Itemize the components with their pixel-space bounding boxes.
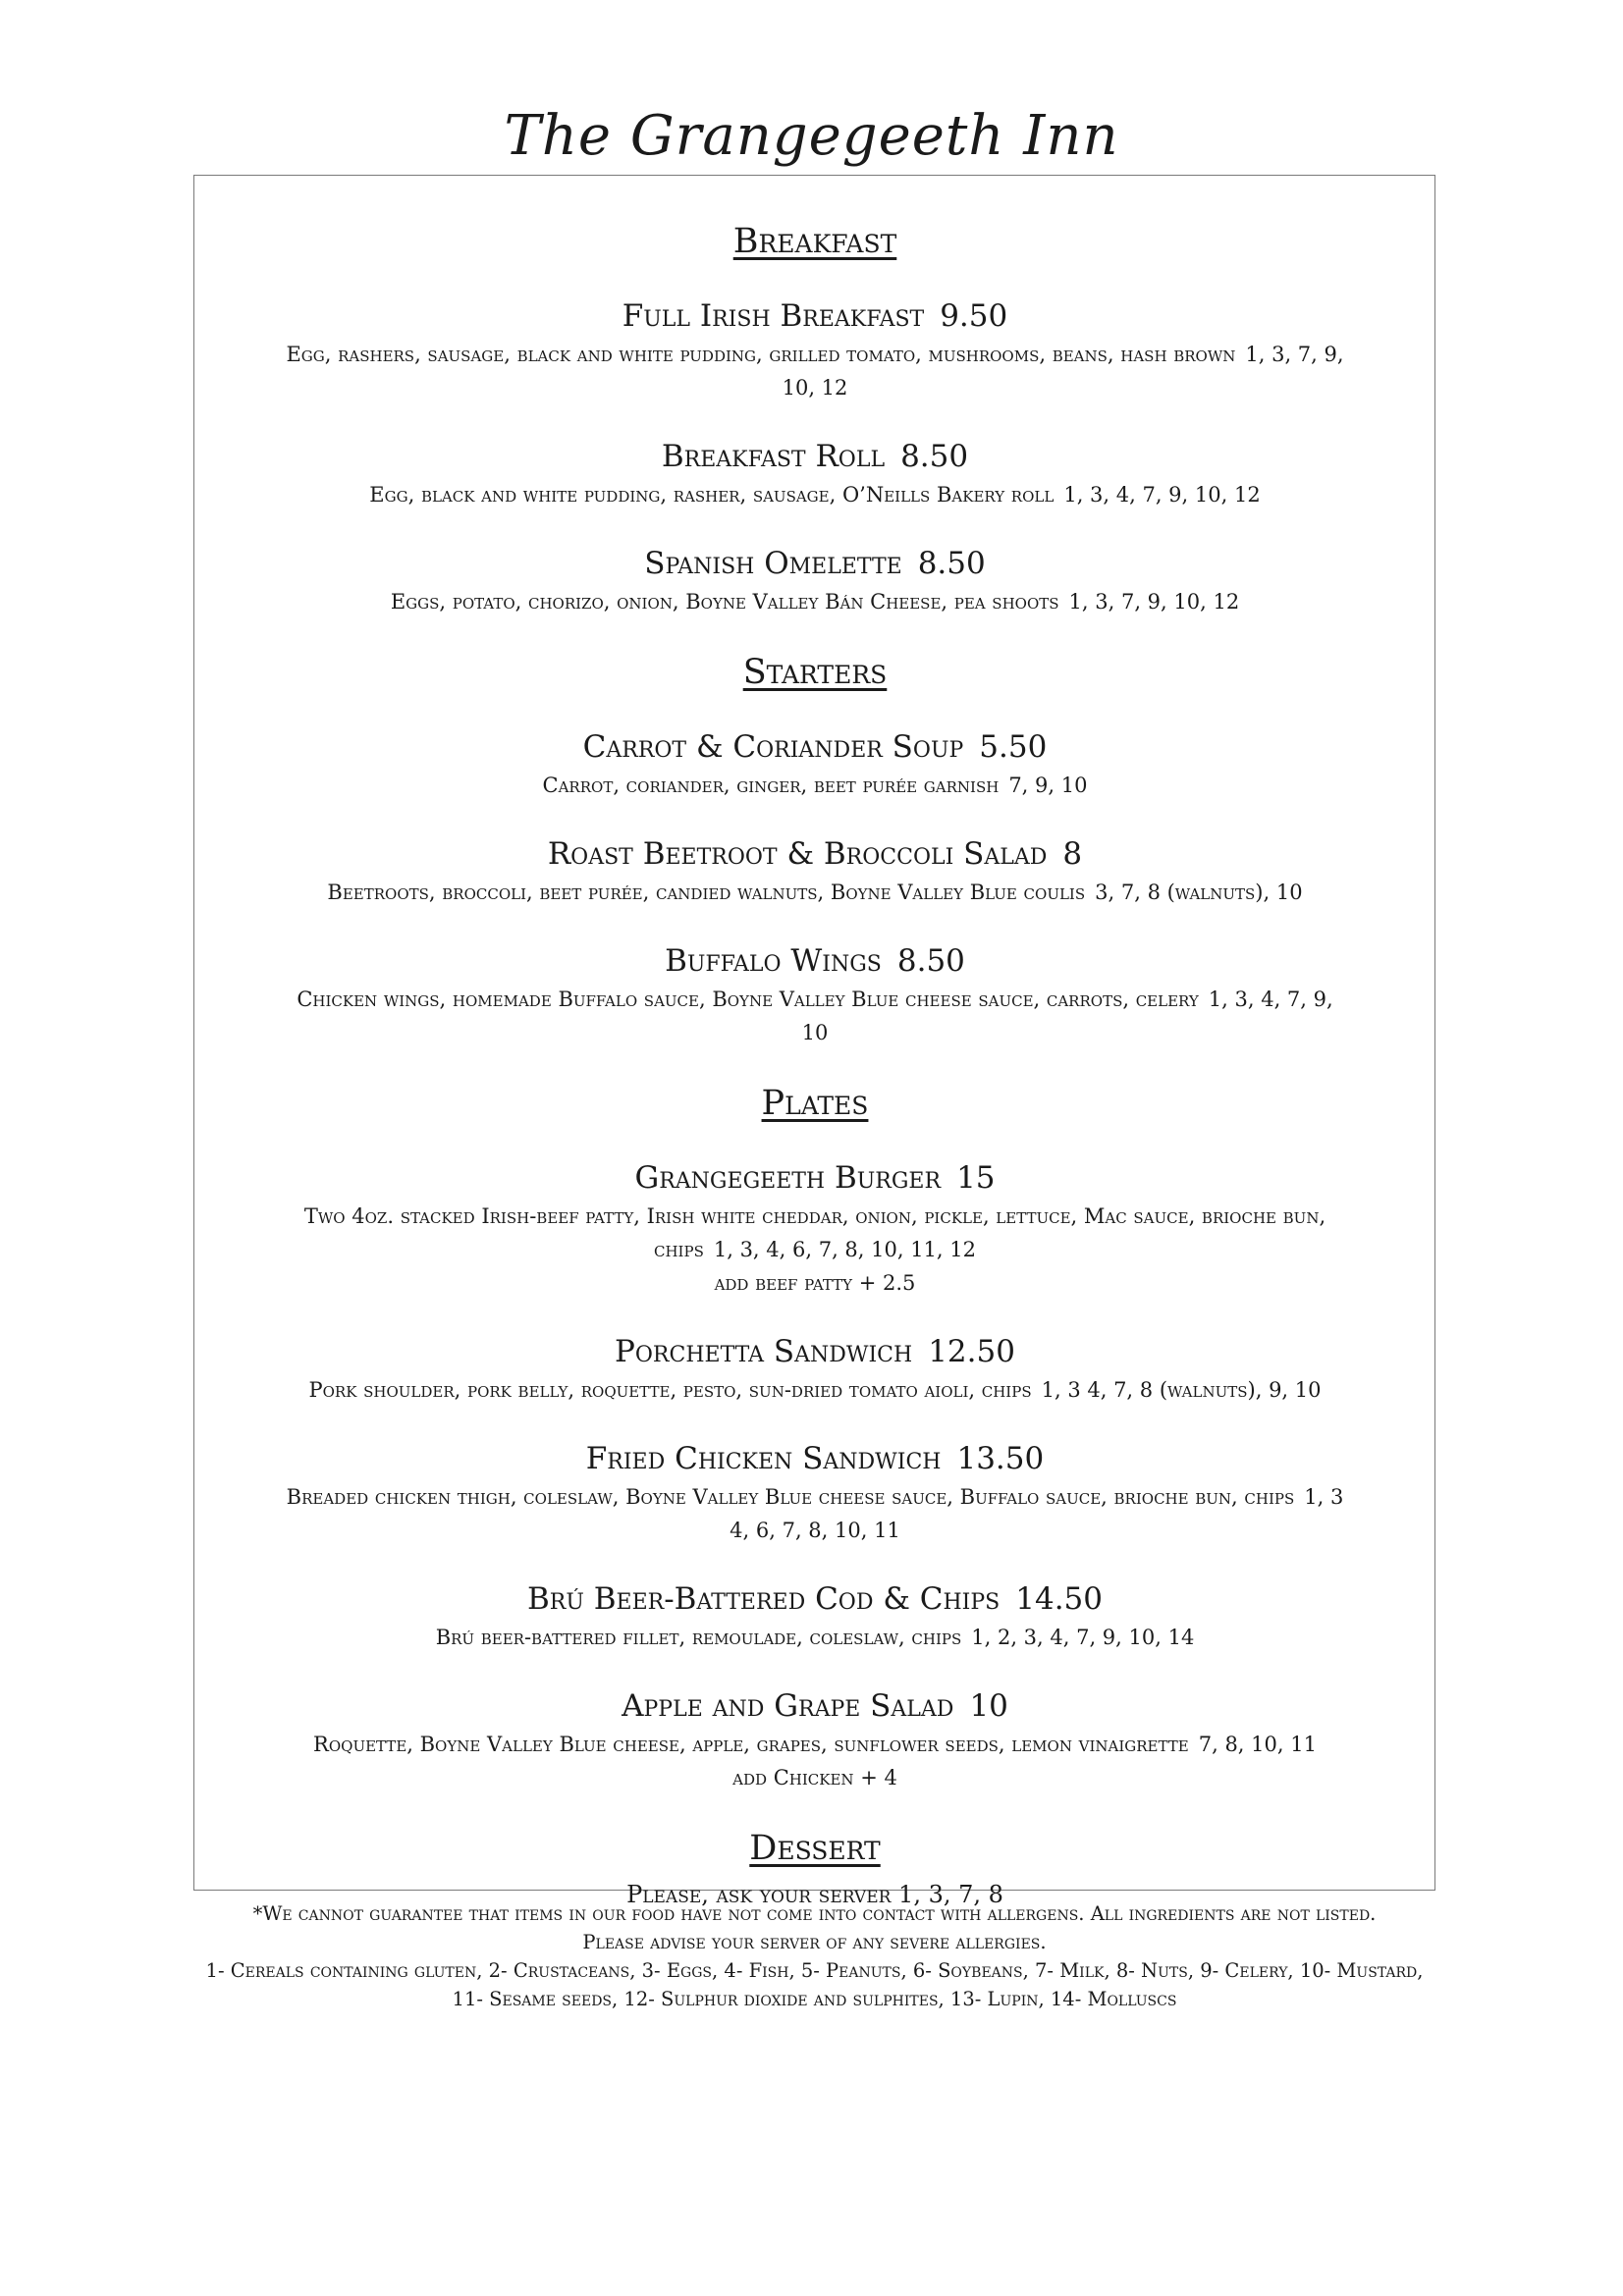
menu-item (285, 1437, 1345, 1547)
item-allergens: 1, 3, 7, 9, 10, 12 (782, 343, 1344, 400)
item-description (285, 585, 1345, 618)
item-ingredients: Two 4oz. stacked Irish-beef patty, Irish white cheddar, onion, pickle, lettuce, Mac sauce, brioche bun, chips (303, 1204, 1326, 1261)
item-heading (285, 542, 1345, 585)
section-title-starters: Starters (742, 653, 888, 692)
item-price: 9.50 (940, 298, 1008, 334)
item-name: Fried Chicken Sandwich (585, 1441, 942, 1476)
item-allergens: 1, 3, 4, 7, 9, 10 (801, 988, 1333, 1044)
item-description (285, 1621, 1345, 1654)
item-allergens: 7, 8, 10, 11 (1198, 1733, 1317, 1756)
item-heading (285, 1330, 1345, 1373)
item-price: 12.50 (928, 1334, 1015, 1369)
menu-item (285, 725, 1345, 802)
item-heading (285, 939, 1345, 983)
item-ingredients: Pork shoulder, pork belly, roquette, pesto, sun-dried tomato aioli, chips (308, 1378, 1032, 1402)
menu-item (285, 542, 1345, 618)
item-description (285, 338, 1345, 404)
item-name: Grangegeeth Burger (634, 1160, 942, 1196)
menu-item (285, 1156, 1345, 1300)
item-allergens: 1, 3, 7, 9, 10, 12 (1068, 590, 1240, 614)
section-title-plates: Plates (761, 1084, 869, 1123)
item-price: 15 (956, 1160, 996, 1196)
item-description (285, 983, 1345, 1049)
item-allergens: 1, 3 4, 6, 7, 8, 10, 11 (730, 1485, 1344, 1542)
footer-advice: Please advise your server of any severe allergies. (582, 1931, 1047, 1953)
item-heading (285, 294, 1345, 338)
item-ingredients: Egg, rashers, sausage, black and white pudding, grilled tomato, mushrooms, beans, hash brown (286, 343, 1236, 366)
item-name: Brú Beer-Battered Cod & Chips (527, 1581, 1001, 1617)
item-allergens: 3, 7, 8 (walnuts), 10 (1095, 881, 1303, 904)
item-name: Buffalo Wings (665, 943, 882, 979)
footer-allergen-legend: 1- Cereals containing gluten, 2- Crustaceans, 3- Eggs, 4- Fish, 5- Peanuts, 6- Soybeans, 7- Milk, 8- Nuts, 9- Celery, 10- Mustard, (205, 1959, 1424, 1982)
item-description (285, 1200, 1345, 1266)
item-name: Apple and Grape Salad (622, 1688, 954, 1724)
section-starters (285, 649, 1345, 1049)
item-heading (285, 1156, 1345, 1200)
item-description (285, 478, 1345, 511)
item-ingredients: Brú beer-battered fillet, remoulade, coleslaw, chips (435, 1626, 962, 1649)
item-price: 10 (969, 1688, 1008, 1724)
section-title-dessert: Dessert (749, 1829, 881, 1868)
item-ingredients: Roquette, Boyne Valley Blue cheese, apple, grapes, sunflower seeds, lemon vinaigrette (313, 1733, 1189, 1756)
item-price: 13.50 (956, 1441, 1045, 1476)
item-ingredients: Breaded chicken thigh, coleslaw, Boyne Valley Blue cheese sauce, Buffalo sauce, brioche bun, chips (286, 1485, 1295, 1509)
section-dessert (285, 1825, 1345, 1911)
item-heading (285, 1437, 1345, 1480)
menu-item (285, 1577, 1345, 1654)
item-heading (285, 1684, 1345, 1728)
menu-item (285, 1330, 1345, 1407)
menu-content (285, 218, 1345, 1911)
item-price: 8.50 (896, 943, 965, 979)
item-price: 8.50 (917, 546, 986, 581)
item-description (285, 1728, 1345, 1761)
section-plates (285, 1080, 1345, 1794)
item-ingredients: Egg, black and white pudding, rasher, sausage, O’Neills Bakery roll (369, 483, 1055, 507)
item-name: Roast Beetroot & Broccoli Salad (547, 836, 1048, 872)
item-addon: add Chicken + 4 (732, 1766, 897, 1789)
item-ingredients: Carrot, coriander, ginger, beet purée garnish (542, 774, 1000, 797)
item-description (285, 876, 1345, 909)
item-allergens: 1, 2, 3, 4, 7, 9, 10, 14 (971, 1626, 1195, 1649)
item-description (285, 1373, 1345, 1407)
item-name: Carrot & Coriander Soup (582, 729, 964, 765)
section-breakfast (285, 218, 1345, 618)
item-name: Porchetta Sandwich (615, 1334, 913, 1369)
menu-item (285, 939, 1345, 1049)
item-allergens: 1, 3, 4, 6, 7, 8, 10, 11, 12 (713, 1238, 976, 1261)
item-heading (285, 1577, 1345, 1621)
item-heading (285, 725, 1345, 769)
footer-disclaimer: *We cannot guarantee that items in our food have not come into contact with allergens. All ingredients are not listed. (252, 1902, 1377, 1925)
item-allergens: 1, 3, 4, 7, 9, 10, 12 (1063, 483, 1261, 507)
item-allergens: 7, 9, 10 (1008, 774, 1088, 797)
item-ingredients: Chicken wings, homemade Buffalo sauce, Boyne Valley Blue cheese sauce, carrots, celery (297, 988, 1199, 1011)
menu-item (285, 1684, 1345, 1794)
item-price: 14.50 (1015, 1581, 1103, 1617)
menu-item (285, 294, 1345, 404)
menu-item (285, 832, 1345, 909)
section-title-breakfast: Breakfast (732, 222, 897, 261)
item-description (285, 769, 1345, 802)
item-name: Full Irish Breakfast (622, 298, 925, 334)
menu-item (285, 435, 1345, 511)
item-description (285, 1480, 1345, 1547)
item-price: 8 (1062, 836, 1083, 872)
item-price: 8.50 (900, 439, 969, 474)
allergen-footer (193, 1899, 1435, 2013)
item-ingredients: Eggs, potato, chorizo, onion, Boyne Valley Bán Cheese, pea shoots (390, 590, 1059, 614)
restaurant-title: The Grangegeeth Inn (504, 104, 1119, 168)
item-addon: add beef patty + 2.5 (714, 1271, 916, 1295)
item-name: Spanish Omelette (644, 546, 902, 581)
item-heading (285, 435, 1345, 478)
item-ingredients: Beetroots, broccoli, beet purée, candied walnuts, Boyne Valley Blue coulis (327, 881, 1086, 904)
item-allergens: 1, 3 4, 7, 8 (walnuts), 9, 10 (1041, 1378, 1322, 1402)
dessert-note: Please, ask your server 1, 3, 7, 8 (626, 1881, 1003, 1908)
item-name: Breakfast Roll (661, 439, 886, 474)
item-price: 5.50 (979, 729, 1048, 765)
item-heading (285, 832, 1345, 876)
footer-allergen-legend-cont: 11- Sesame seeds, 12- Sulphur dioxide and sulphites, 13- Lupin, 14- Molluscs (452, 1988, 1177, 2010)
